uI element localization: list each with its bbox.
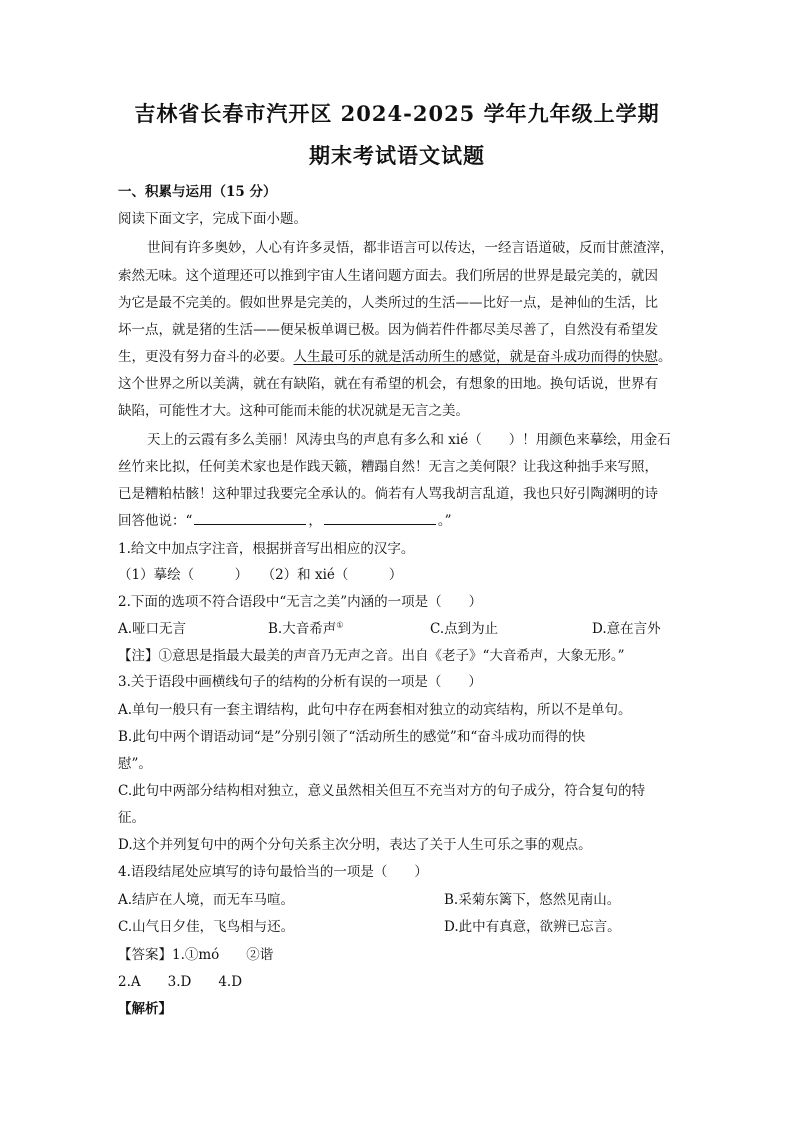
passage-line: 丝竹来比拟，任何美术家也是作践天籁，糟蹋自然！无言之美何限？让我这种拙手来写照， (118, 459, 658, 475)
passage-line: 坏一点，就是猪的生活——便呆板单调已极。因为倘若件件都尽美尽善了，自然没有希望发 (118, 322, 658, 338)
option-c: C.此句中两部分结构相对独立，意义虽然相关但互不充当对方的句子成分，符合复句的特 (118, 783, 646, 799)
option-a: A.单句一般只有一套主谓结构，此句中存在两套相对独立的动宾结构，所以不是单句。 (118, 702, 632, 718)
section-heading: 一、积累与运用（15 分） (118, 184, 277, 200)
passage-text: 生，更没有努力奋斗的必要。 (118, 349, 294, 365)
option-b: B.此句中两个谓语动词“是”分别引领了“活动所生的感觉”和“奋斗成功而得的快 (118, 729, 586, 745)
footnote: 【注】①意思是指最大最美的声音乃无声之音。出自《老子》“大音希声，大象无形。” (118, 648, 625, 664)
footnote-marker: ① (336, 620, 344, 630)
passage-line: 索然无味。这个道理还可以推到宇宙人生诸问题方面去。我们所居的世界是最完美的，就因 (118, 268, 658, 284)
option-a: A.结庐在人境，而无车马喧。 (118, 892, 295, 908)
passage-text: 回答他说：“ (118, 513, 193, 529)
option-b: B.采菊东篱下，悠然见南山。 (444, 892, 621, 908)
option-b-cont: 慰”。 (118, 756, 152, 772)
question-1: 1.给文中加点字注音，根据拼音写出相应的汉字。 (118, 541, 415, 557)
option-c: C.山气日夕佳，飞鸟相与还。 (118, 919, 295, 935)
instruction: 阅读下面文字，完成下面小题。 (118, 211, 307, 227)
question-2: 2.下面的选项不符合语段中“无言之美”内涵的一项是（ ） (118, 594, 483, 610)
answer-line-1: 【答案】1.①mó ②谐 (118, 947, 274, 963)
passage-line: 为它是最不完美的。假如世界是完美的，人类所过的生活——比好一点，是神仙的生活，比 (118, 295, 658, 311)
answer-line-2: 2.A 3.D 4.D (118, 974, 243, 990)
option-b (268, 617, 343, 637)
passage-text: 。 (658, 349, 672, 365)
answer-blank[interactable] (194, 512, 306, 525)
passage-line: 这个世界之所以美满，就在有缺陷，就在有希望的机会，有想象的田地。换句话说，世界有 (118, 376, 658, 392)
question-3: 3.关于语段中画横线句子的结构的分析有误的一项是（ ） (118, 674, 482, 690)
option-a: A.哑口无言 (118, 621, 187, 637)
passage-line (118, 345, 672, 365)
passage-line: 世间有许多奥妙，人心有许多灵悟，都非语言可以传达，一经言语道破，反而甘蔗渣滓， (147, 240, 674, 256)
passage-line: 天上的云霞有多么美丽！风涛虫鸟的声息有多么和 xié（ ）！用颜色来摹绘，用金石 (147, 432, 671, 448)
option-b-text: B.大音希声 (268, 621, 337, 637)
answer-blank[interactable] (324, 512, 436, 525)
document-title: 吉林省长春市汽开区 2024-2025 学年九年级上学期 (134, 101, 660, 126)
option-d: D.此中有真意，欲辨已忘言。 (444, 919, 621, 935)
question-4: 4.语段结尾处应填写的诗句最恰当的一项是（ ） (118, 864, 428, 880)
document-subtitle: 期末考试语文试题 (309, 143, 485, 168)
option-c: C.点到为止 (430, 621, 499, 637)
question-1-items: （1）摹绘（ ） （2）和 xié（ ） (118, 567, 403, 583)
passage-line (118, 509, 452, 529)
passage-text: 。” (437, 513, 452, 529)
analysis-heading: 【解析】 (118, 1001, 172, 1017)
option-d: D.这个并列复句中的两个分句关系主次分明，表达了关于人生可乐之事的观点。 (118, 837, 592, 853)
passage-text: ， (308, 513, 322, 529)
option-d: D.意在言外 (592, 621, 661, 637)
passage-line: 已是糟粕枯骸！这种罪过我要完全承认的。倘若有人骂我胡言乱道，我也只好引陶渊明的诗 (118, 486, 658, 502)
option-c-cont: 征。 (118, 810, 145, 826)
underlined-sentence: 人生最可乐的就是活动所生的感觉，就是奋斗成功而得的快慰 (293, 349, 658, 365)
passage-line: 缺陷，可能性才大。这种可能而未能的状况就是无言之美。 (118, 403, 469, 419)
